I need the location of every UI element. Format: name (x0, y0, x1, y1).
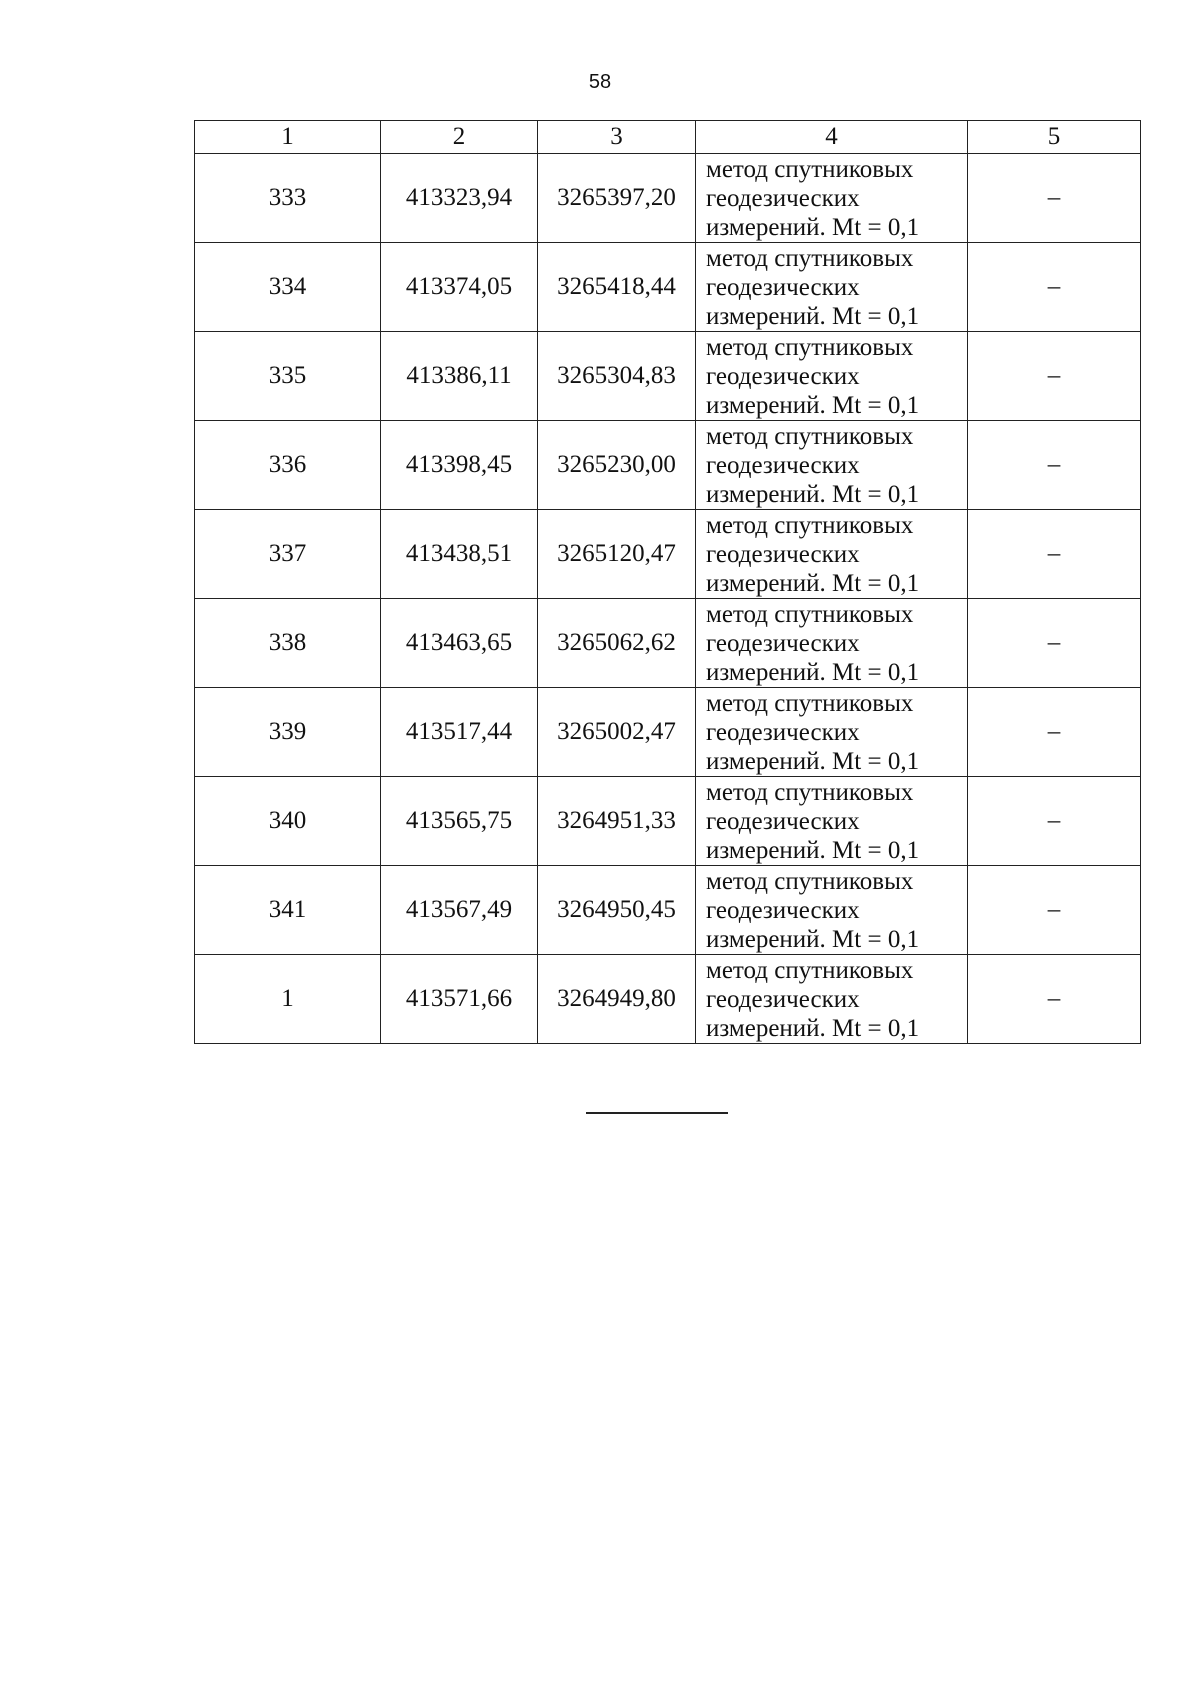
method-line: метод спутниковых (706, 333, 914, 361)
table-row (195, 332, 1141, 421)
point-number-cell: 1 (195, 955, 381, 1044)
x-coordinate-cell: 413438,51 (381, 510, 538, 599)
y-coordinate-cell: 3265062,62 (538, 599, 696, 688)
column-header-1: 1 (195, 121, 381, 154)
method-line: измерений. Mt = 0,1 (706, 480, 920, 508)
point-number-cell: 335 (195, 332, 381, 421)
x-coordinate-cell: 413463,65 (381, 599, 538, 688)
y-coordinate-cell: 3264949,80 (538, 955, 696, 1044)
method-line: метод спутниковых (706, 956, 914, 984)
method-line: измерений. Mt = 0,1 (706, 836, 920, 864)
y-coordinate-cell: 3265304,83 (538, 332, 696, 421)
point-number-cell: 340 (195, 777, 381, 866)
method-cell (696, 510, 968, 599)
method-line: измерений. Mt = 0,1 (706, 747, 920, 775)
y-coordinate-cell: 3264950,45 (538, 866, 696, 955)
header-row (195, 121, 1141, 154)
y-coordinate-cell: 3264951,33 (538, 777, 696, 866)
coordinates-table (194, 120, 1141, 1044)
point-number-cell: 338 (195, 599, 381, 688)
method-line: геодезических (706, 362, 860, 390)
y-coordinate-cell: 3265120,47 (538, 510, 696, 599)
method-line: геодезических (706, 184, 860, 212)
note-cell: – (968, 510, 1141, 599)
column-header-3: 3 (538, 121, 696, 154)
method-cell (696, 866, 968, 955)
method-line: метод спутниковых (706, 511, 914, 539)
method-line: метод спутниковых (706, 689, 914, 717)
table-row (195, 866, 1141, 955)
note-cell: – (968, 777, 1141, 866)
method-line: измерений. Mt = 0,1 (706, 925, 920, 953)
y-coordinate-cell: 3265397,20 (538, 154, 696, 243)
method-line: измерений. Mt = 0,1 (706, 569, 920, 597)
method-line: метод спутниковых (706, 600, 914, 628)
method-line: геодезических (706, 718, 860, 746)
method-line: геодезических (706, 896, 860, 924)
note-cell: – (968, 688, 1141, 777)
note-cell: – (968, 154, 1141, 243)
point-number-cell: 334 (195, 243, 381, 332)
method-line: геодезических (706, 540, 860, 568)
column-header-2: 2 (381, 121, 538, 154)
table-row (195, 599, 1141, 688)
point-number-cell: 341 (195, 866, 381, 955)
method-line: метод спутниковых (706, 244, 914, 272)
column-header-4: 4 (696, 121, 968, 154)
x-coordinate-cell: 413517,44 (381, 688, 538, 777)
method-line: измерений. Mt = 0,1 (706, 213, 920, 241)
method-line: метод спутниковых (706, 155, 914, 183)
method-line: геодезических (706, 985, 860, 1013)
x-coordinate-cell: 413567,49 (381, 866, 538, 955)
method-cell (696, 955, 968, 1044)
y-coordinate-cell: 3265230,00 (538, 421, 696, 510)
method-cell (696, 243, 968, 332)
x-coordinate-cell: 413398,45 (381, 421, 538, 510)
table-row (195, 510, 1141, 599)
note-cell: – (968, 866, 1141, 955)
note-cell: – (968, 243, 1141, 332)
x-coordinate-cell: 413571,66 (381, 955, 538, 1044)
table-row (195, 688, 1141, 777)
method-line: геодезических (706, 629, 860, 657)
table-body (195, 154, 1141, 1044)
method-line: измерений. Mt = 0,1 (706, 1014, 920, 1042)
x-coordinate-cell: 413565,75 (381, 777, 538, 866)
page-number: 58 (588, 71, 612, 93)
y-coordinate-cell: 3265002,47 (538, 688, 696, 777)
note-cell: – (968, 599, 1141, 688)
method-cell (696, 599, 968, 688)
method-line: измерений. Mt = 0,1 (706, 391, 920, 419)
method-cell (696, 688, 968, 777)
method-line: геодезических (706, 451, 860, 479)
end-of-document-rule (586, 1112, 728, 1114)
table-row (195, 154, 1141, 243)
point-number-cell: 336 (195, 421, 381, 510)
method-line: метод спутниковых (706, 778, 914, 806)
x-coordinate-cell: 413386,11 (381, 332, 538, 421)
table-row (195, 421, 1141, 510)
method-cell (696, 777, 968, 866)
column-header-5: 5 (968, 121, 1141, 154)
note-cell: – (968, 421, 1141, 510)
x-coordinate-cell: 413374,05 (381, 243, 538, 332)
method-line: измерений. Mt = 0,1 (706, 658, 920, 686)
note-cell: – (968, 955, 1141, 1044)
table-header (195, 121, 1141, 154)
x-coordinate-cell: 413323,94 (381, 154, 538, 243)
method-line: метод спутниковых (706, 422, 914, 450)
method-cell (696, 332, 968, 421)
table-row (195, 243, 1141, 332)
note-cell: – (968, 332, 1141, 421)
table-row (195, 777, 1141, 866)
point-number-cell: 339 (195, 688, 381, 777)
y-coordinate-cell: 3265418,44 (538, 243, 696, 332)
point-number-cell: 337 (195, 510, 381, 599)
method-line: геодезических (706, 807, 860, 835)
method-line: геодезических (706, 273, 860, 301)
method-cell (696, 154, 968, 243)
point-number-cell: 333 (195, 154, 381, 243)
table-row (195, 955, 1141, 1044)
method-line: метод спутниковых (706, 867, 914, 895)
method-line: измерений. Mt = 0,1 (706, 302, 920, 330)
method-cell (696, 421, 968, 510)
